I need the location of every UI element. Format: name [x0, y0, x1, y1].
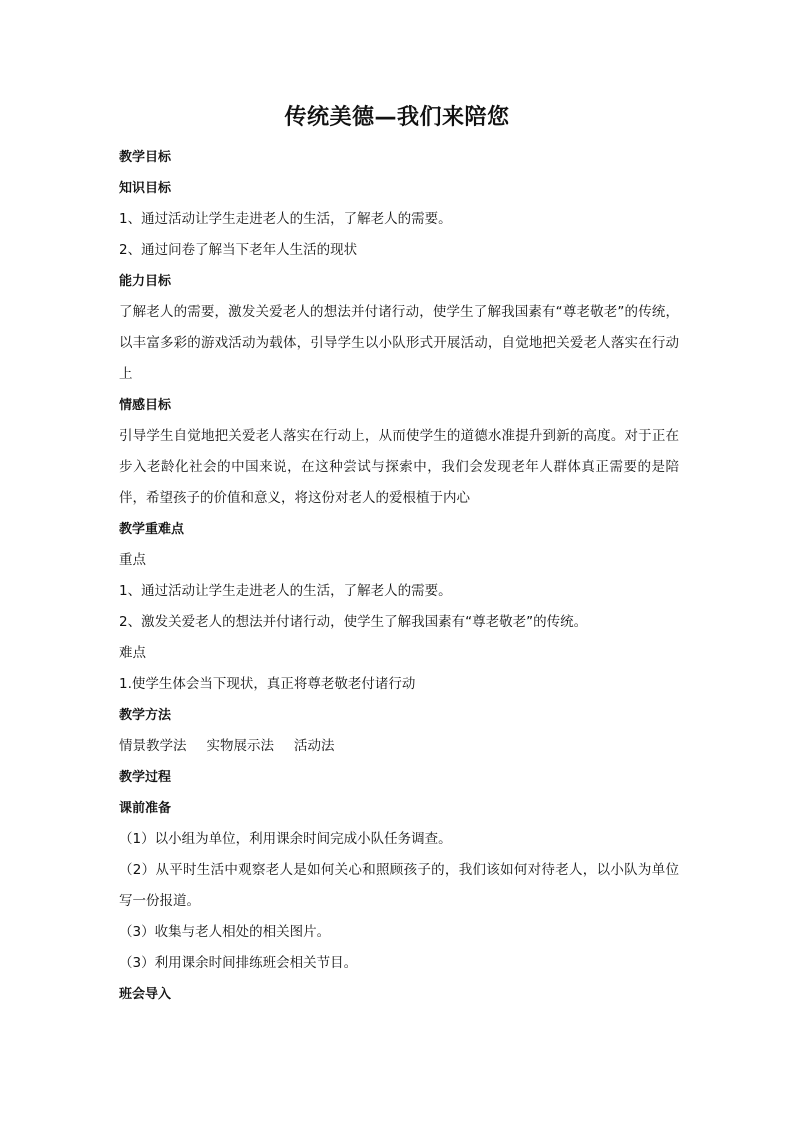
document-title: 传统美德—我们来陪您: [284, 105, 510, 130]
prep-item: （1）以小组为单位，利用课余时间完成小队任务调查。: [119, 831, 452, 847]
key-point-item: 1、通过活动让学生走进老人的生活，了解老人的需要。: [119, 583, 452, 599]
difficult-point-item: 1.使学生体会当下现状，真正将尊老敬老付诸行动: [119, 676, 416, 692]
heading-ability-goals: 能力目标: [119, 274, 172, 289]
knowledge-item: 1、通过活动让学生走进老人的生活，了解老人的需要。: [119, 211, 452, 227]
prep-item: （2）从平时生活中观察老人是如何关心和照顾孩子的，我们该如何对待老人，以小队为单位写一份报道。: [119, 862, 679, 909]
difficult-label: 难点: [119, 645, 146, 661]
method-item: 情景教学法: [119, 738, 187, 754]
heading-emotion-goals: 情感目标: [119, 398, 172, 413]
methods-list: [119, 731, 679, 762]
prep-item: （3）利用课余时间排练班会相关节目。: [119, 955, 358, 971]
method-item: 活动法: [294, 738, 335, 754]
heading-teaching-process: 教学过程: [119, 770, 172, 785]
heading-class-intro: 班会导入: [119, 987, 172, 1002]
method-item: 实物展示法: [206, 738, 274, 754]
heading-preparation: 课前准备: [119, 801, 172, 816]
ability-paragraph: 了解老人的需要，激发关爱老人的想法并付诸行动，使学生了解我国素有“尊老敬老”的传统，以丰富多彩的游戏活动为载体，引导学生以小队形式开展活动，自觉地把关爱老人落实在行动上: [119, 304, 679, 382]
emotion-paragraph: 引导学生自觉地把关爱老人落实在行动上，从而使学生的道德水准提升到新的高度。对于正在步入老龄化社会的中国来说，在这种尝试与探索中，我们会发现老年人群体真正需要的是陪伴，希望孩子的价值和意义，将这份对老人的爱根植于内心: [119, 428, 679, 506]
prep-item: （3）收集与老人相处的相关图片。: [119, 924, 331, 940]
heading-teaching-methods: 教学方法: [119, 708, 172, 723]
heading-knowledge-goals: 知识目标: [119, 181, 172, 196]
key-point-item: 2、激发关爱老人的想法并付诸行动，使学生了解我国素有“尊老敬老”的传统。: [119, 614, 588, 630]
knowledge-item: 2、通过问卷了解当下老年人生活的现状: [119, 242, 358, 258]
document-body: [119, 142, 679, 1010]
key-points-label: 重点: [119, 552, 146, 568]
heading-key-difficult: 教学重难点: [119, 522, 185, 537]
heading-teaching-goals: 教学目标: [119, 150, 172, 165]
